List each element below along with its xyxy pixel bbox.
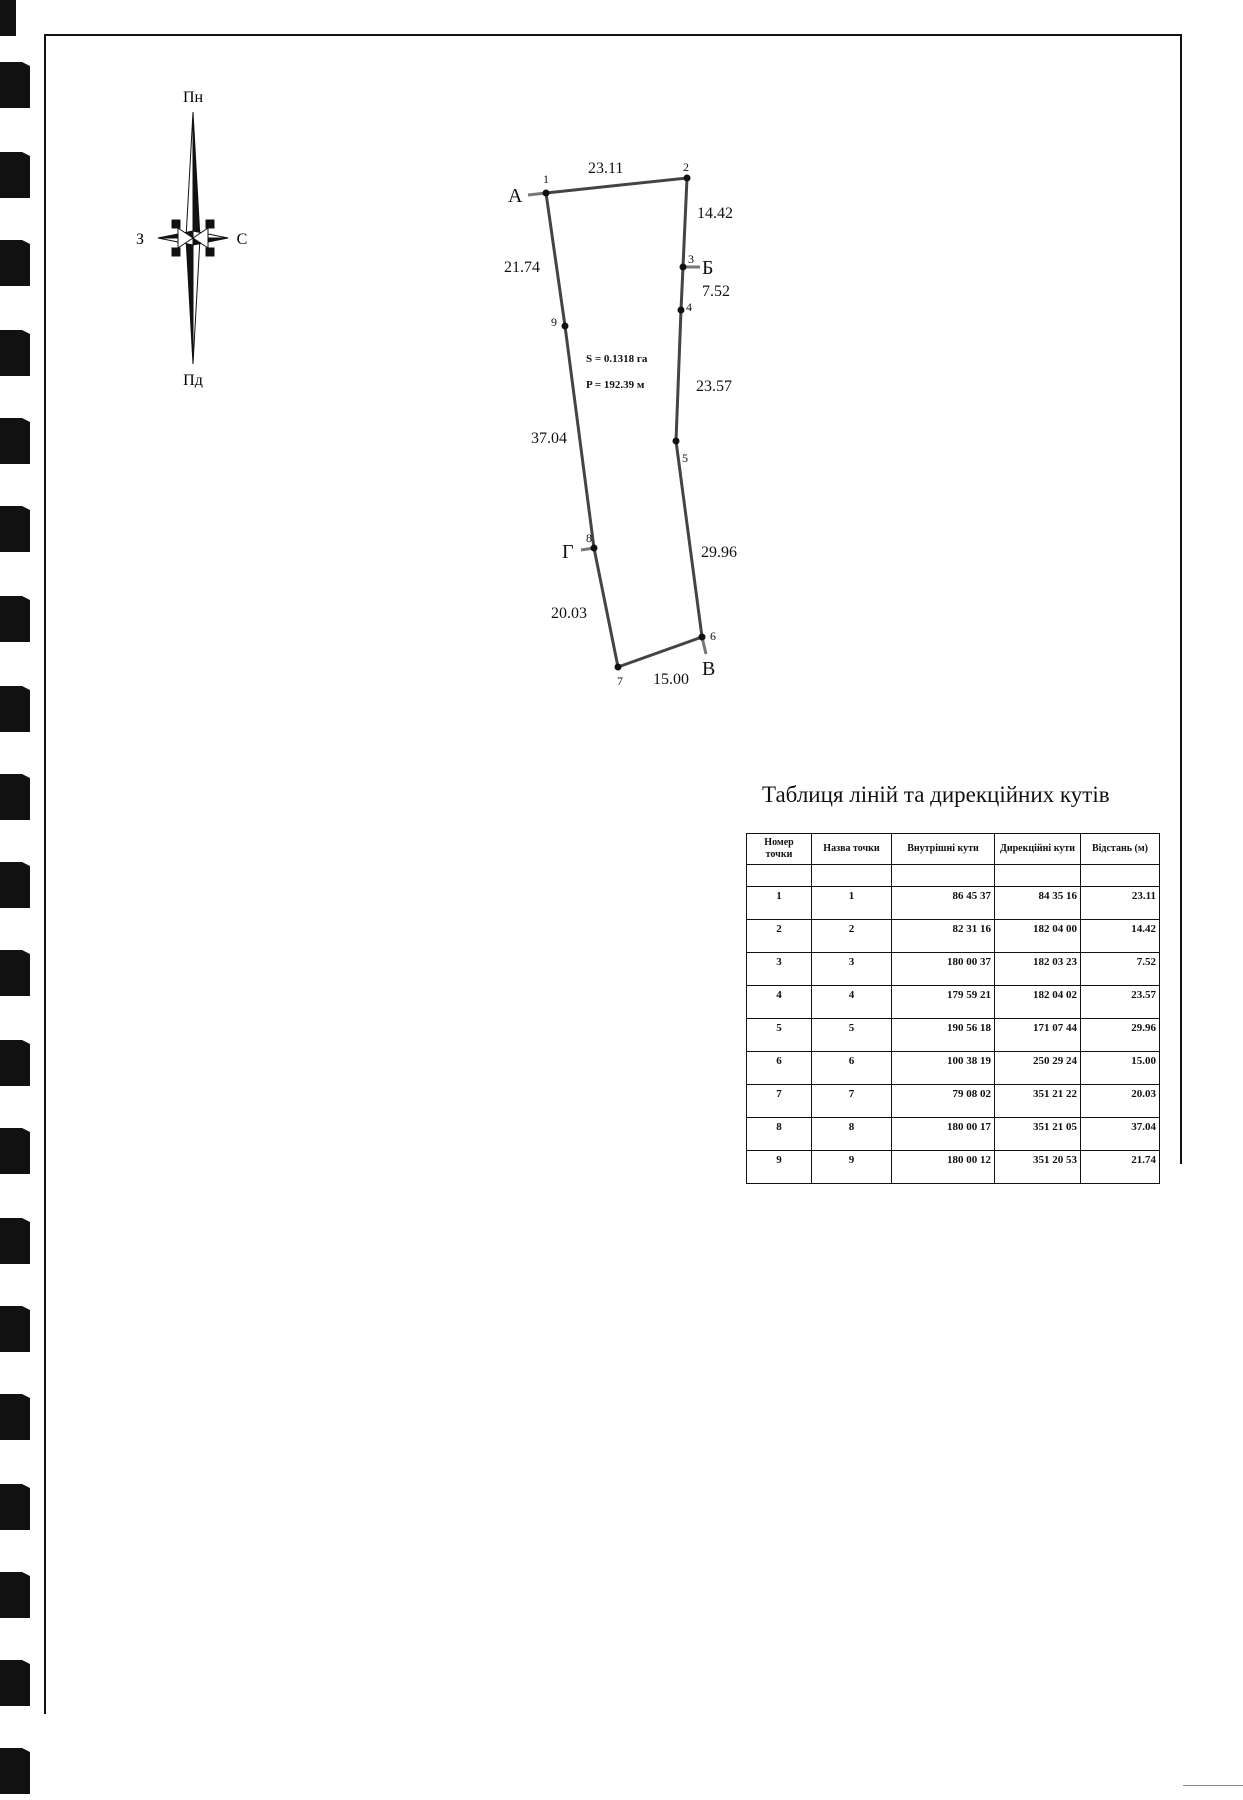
cell-point-number: 3 — [747, 953, 812, 986]
cell-distance: 37.04 — [1081, 1118, 1160, 1151]
segment-length-4-5: 23.57 — [696, 378, 732, 395]
cell-distance: 20.03 — [1081, 1085, 1160, 1118]
table-row — [747, 1052, 1160, 1085]
cell-point-number: 9 — [747, 1151, 812, 1184]
corner-label-b: Б — [702, 257, 714, 279]
cell-point-name: 6 — [812, 1052, 892, 1085]
cell-directional-angle: 351 21 05 — [995, 1118, 1081, 1151]
frame-top-border — [44, 34, 1182, 36]
point-marker — [562, 323, 569, 330]
table-row — [747, 1151, 1160, 1184]
cell-point-name: 3 — [812, 953, 892, 986]
cell-point-name: 9 — [812, 1151, 892, 1184]
table-row — [747, 887, 1160, 920]
cell-point-number: 5 — [747, 1019, 812, 1052]
segment-length-1-2: 23.11 — [588, 160, 624, 177]
point-label-7: 7 — [617, 674, 623, 688]
compass-star-icon — [158, 112, 228, 364]
frame-left-border — [44, 34, 46, 1714]
cell-directional-angle: 171 07 44 — [995, 1019, 1081, 1052]
cell-point-name: 1 — [812, 887, 892, 920]
area-label: S = 0.1318 га — [586, 353, 648, 365]
cell-directional-angle: 250 29 24 — [995, 1052, 1081, 1085]
cell-directional-angle: 351 20 53 — [995, 1151, 1081, 1184]
compass-south-label: Пд — [183, 372, 203, 389]
header-distance: Відстань (м) — [1081, 834, 1160, 865]
cell-inner-angle: 180 00 12 — [892, 1151, 995, 1184]
table-spacer-row — [747, 865, 1160, 887]
table-row — [747, 1019, 1160, 1052]
table-row — [747, 986, 1160, 1019]
segment-length-3-4: 7.52 — [702, 283, 730, 300]
point-marker — [591, 545, 598, 552]
cell-directional-angle: 351 21 22 — [995, 1085, 1081, 1118]
cell-point-number: 1 — [747, 887, 812, 920]
point-label-1: 1 — [543, 172, 549, 186]
header-point-name: Назва точки — [812, 834, 892, 865]
segment-length-9-1: 21.74 — [504, 259, 540, 276]
cell-inner-angle: 180 00 37 — [892, 953, 995, 986]
cell-point-number: 6 — [747, 1052, 812, 1085]
header-inner-angles: Внутрішні кути — [892, 834, 995, 865]
spiral-binding — [0, 0, 40, 1800]
compass-east-label: С — [236, 231, 248, 248]
segment-length-7-8: 20.03 — [551, 605, 587, 622]
cell-distance: 7.52 — [1081, 953, 1160, 986]
cell-point-name: 4 — [812, 986, 892, 1019]
cell-distance: 29.96 — [1081, 1019, 1160, 1052]
land-plot-diagram — [480, 140, 780, 700]
table-row — [747, 953, 1160, 986]
cell-directional-angle: 182 03 23 — [995, 953, 1081, 986]
table-header-row — [747, 834, 1160, 865]
point-label-3: 3 — [688, 252, 694, 266]
cell-inner-angle: 86 45 37 — [892, 887, 995, 920]
point-marker — [543, 190, 550, 197]
point-label-9: 9 — [551, 315, 557, 329]
cell-point-name: 8 — [812, 1118, 892, 1151]
cell-point-name: 7 — [812, 1085, 892, 1118]
point-marker — [678, 307, 685, 314]
table-row — [747, 1118, 1160, 1151]
segment-length-5-6: 29.96 — [701, 544, 737, 561]
cell-inner-angle: 100 38 19 — [892, 1052, 995, 1085]
angles-table-container — [746, 833, 1160, 1184]
cell-distance: 21.74 — [1081, 1151, 1160, 1184]
cell-inner-angle: 180 00 17 — [892, 1118, 995, 1151]
bottom-rule — [1183, 1785, 1243, 1786]
header-directional-angles: Дирекційні кути — [995, 834, 1081, 865]
cell-point-number: 4 — [747, 986, 812, 1019]
cell-inner-angle: 82 31 16 — [892, 920, 995, 953]
cell-directional-angle: 84 35 16 — [995, 887, 1081, 920]
cell-distance: 14.42 — [1081, 920, 1160, 953]
point-label-6: 6 — [710, 629, 716, 643]
cell-directional-angle: 182 04 02 — [995, 986, 1081, 1019]
table-title: Таблиця ліній та дирекційних кутів — [762, 782, 1110, 807]
angles-table — [746, 833, 1160, 1184]
segment-length-2-3: 14.42 — [697, 205, 733, 222]
cell-point-number: 7 — [747, 1085, 812, 1118]
point-marker — [699, 634, 706, 641]
table-row — [747, 1085, 1160, 1118]
point-marker — [680, 264, 687, 271]
cell-distance: 23.11 — [1081, 887, 1160, 920]
corner-label-a: А — [508, 185, 523, 207]
cell-point-number: 2 — [747, 920, 812, 953]
point-label-4: 4 — [686, 300, 692, 314]
perimeter-label: P = 192.39 м — [586, 379, 645, 391]
point-marker — [684, 175, 691, 182]
point-label-5: 5 — [682, 451, 688, 465]
cell-point-name: 2 — [812, 920, 892, 953]
segment-length-6-7: 15.00 — [653, 671, 689, 688]
point-marker — [615, 664, 622, 671]
cell-distance: 15.00 — [1081, 1052, 1160, 1085]
cell-point-number: 8 — [747, 1118, 812, 1151]
compass-rose — [120, 80, 260, 400]
header-point-number: Номер точки — [747, 834, 812, 865]
corner-label-v: В — [702, 658, 716, 680]
cell-inner-angle: 79 08 02 — [892, 1085, 995, 1118]
cell-directional-angle: 182 04 00 — [995, 920, 1081, 953]
compass-west-label: З — [135, 231, 145, 248]
cell-inner-angle: 179 59 21 — [892, 986, 995, 1019]
table-row — [747, 920, 1160, 953]
plot-boundary — [546, 178, 702, 667]
point-marker — [673, 438, 680, 445]
compass-north-label: Пн — [182, 89, 204, 106]
segment-length-8-9: 37.04 — [531, 430, 567, 447]
point-label-2: 2 — [683, 160, 689, 174]
cell-distance: 23.57 — [1081, 986, 1160, 1019]
cell-inner-angle: 190 56 18 — [892, 1019, 995, 1052]
cell-point-name: 5 — [812, 1019, 892, 1052]
frame-right-border — [1180, 34, 1182, 1164]
point-label-8: 8 — [586, 531, 592, 545]
corner-label-g: Г — [562, 541, 574, 563]
